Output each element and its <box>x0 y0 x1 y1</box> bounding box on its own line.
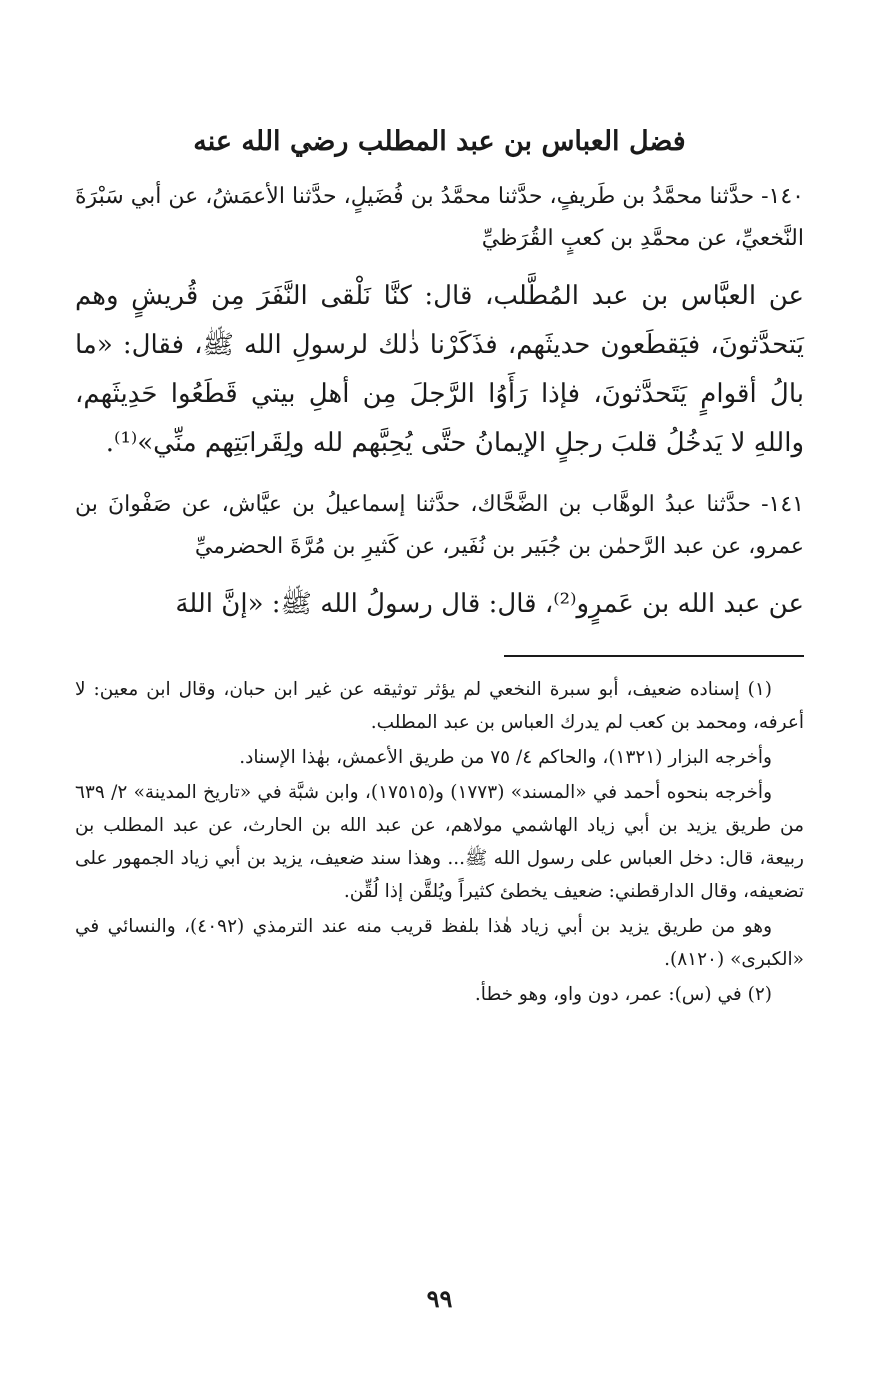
footnote-divider <box>504 655 804 657</box>
footnote-1: (١) إسناده ضعيف، أبو سبرة النخعي لم يؤثر توثيقه عن غير ابن حبان، وقال ابن معين: لا أعرفه، ومحمد بن كعب لم يدرك العباس بن عبد المطلب. <box>75 679 804 733</box>
footnote-1-cont-b: وأخرجه بنحوه أحمد في «المسند» (١٧٧٣) و(١٧٥١٥)، وابن شبَّة في «تاريخ المدينة» ٢/ ٦٣٩ من طريق يزيد بن أبي زياد الهاشمي مولاهم، عن عبد الله بن الحارث، عن عبد المطلب بن ربيعة، قال: دخل العباس على رسول الله ﷺ... وهذا سند ضعيف، يزيد بن أبي زياد الجمهور على تضعيفه، وقال الدارقطني: ضعيف يخطئ كثيراً ويُلقَّن إذا لُقِّن. <box>75 782 804 902</box>
footnote-2: (٢) في (س): عمر، دون واو، وهو خطأ. <box>474 984 772 1005</box>
page-number: ٩٩ <box>426 1284 453 1313</box>
hadith-141-isnad: ١٤١- حدَّثنا عبدُ الوهَّاب بن الضَّحَّاك، حدَّثنا إسماعيلُ بن عيَّاش، عن صَفْوانَ بن عمرو، عن عبد الرَّحمٰن بن جُبَير بن نُفَير، عن كَثيرِ بن مُرَّةَ الحضرميِّ <box>75 492 804 559</box>
chapter-title: فضل العباس بن عبد المطلب رضي الله عنه <box>193 126 686 157</box>
hadith-140-isnad: ١٤٠- حدَّثنا محمَّدُ بن طَريفٍ، حدَّثنا محمَّدُ بن فُضَيلٍ، حدَّثنا الأعمَشُ، عن أبي سَبْرَةَ النَّخعيِّ، عن محمَّدِ بن كعبٍ القُرَظيِّ <box>75 184 804 251</box>
footnote-1-cont-c: وهو من طريق يزيد بن أبي زياد هٰذا بلفظ قريب منه عند الترمذي (٤٠٩٢)، والنسائي في «الكبرى» (٨١٢٠). <box>75 916 804 970</box>
hadith-140-matn: عن العبَّاس بن عبد المُطَّلب، قال: كنَّا نَلْقى النَّفَرَ مِن قُريشٍ وهم يَتحدَّثونَ، فيَقطَعون حديثَهم، فذَكَرْنا ذٰلك لرسولِ الله ﷺ، فقال: «ما بالُ أقوامٍ يَتَحدَّثونَ، فإذا رَأَوُا الرَّجلَ مِن أهلِ بيتي قَطَعُوا حَدِيثَهم، واللهِ لا يَدخُلُ قلبَ رجلٍ الإيمانُ حتَّى يُحِبَّهم لله ولِقَرابَتِهم منِّي»⁽¹⁾. <box>75 281 804 458</box>
hadith-141-matn: عن عبد الله بن عَمرٍو⁽²⁾، قال: قال رسولُ الله ﷺ: «إنَّ اللهَ <box>175 589 804 619</box>
footnote-1-cont-a: وأخرجه البزار (١٣٢١)، والحاكم ٤/ ٧٥ من طريق الأعمش، بهٰذا الإسناد. <box>239 747 772 768</box>
